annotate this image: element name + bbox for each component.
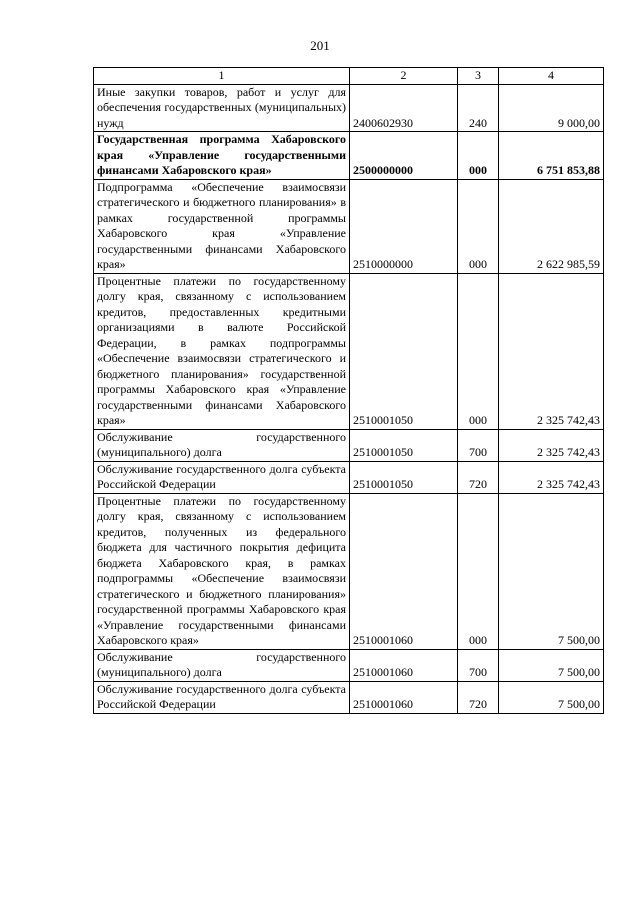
row-name: Обслуживание государственного долга субъекта Российской Федерации <box>94 681 350 713</box>
budget-table <box>93 67 604 714</box>
column-header-sum: 4 <box>499 68 604 85</box>
row-name: Обслуживание государственного (муниципального) долга <box>94 429 350 461</box>
row-expense-type: 000 <box>458 179 499 273</box>
row-sum: 2 325 742,43 <box>499 273 604 429</box>
table-row <box>94 429 604 461</box>
table-row <box>94 84 604 132</box>
row-name: Обслуживание государственного долга субъекта Российской Федерации <box>94 461 350 493</box>
column-header-code: 2 <box>350 68 458 85</box>
row-expense-type: 000 <box>458 493 499 649</box>
row-expense-type: 720 <box>458 461 499 493</box>
row-code: 2510001050 <box>350 273 458 429</box>
row-name: Процентные платежи по государственному долгу края, связанному с использованием кредитов, полученных из федерального бюджета для частичного покрытия дефицита бюджета Хабаровского края, в рамках подпрограммы «Обеспечение взаимосвязи стратегического и бюджетного планирования» государственной программы Хабаровского края «Управление государственными финансами Хабаровского края» <box>94 493 350 649</box>
row-code: 2500000000 <box>350 132 458 180</box>
row-expense-type: 000 <box>458 132 499 180</box>
row-code: 2510001050 <box>350 461 458 493</box>
row-expense-type: 720 <box>458 681 499 713</box>
row-sum: 2 622 985,59 <box>499 179 604 273</box>
row-expense-type: 700 <box>458 649 499 681</box>
row-sum: 2 325 742,43 <box>499 461 604 493</box>
table-header-row <box>94 68 604 85</box>
table-row <box>94 461 604 493</box>
row-sum: 7 500,00 <box>499 681 604 713</box>
row-sum: 7 500,00 <box>499 493 604 649</box>
table-row <box>94 649 604 681</box>
row-name: Государственная программа Хабаровского края «Управление государственными финансами Хабаровского края» <box>94 132 350 180</box>
column-header-name: 1 <box>94 68 350 85</box>
row-name: Обслуживание государственного (муниципального) долга <box>94 649 350 681</box>
row-code: 2510000000 <box>350 179 458 273</box>
page-number: 201 <box>310 38 330 53</box>
row-sum: 6 751 853,88 <box>499 132 604 180</box>
row-name: Подпрограмма «Обеспечение взаимосвязи стратегического и бюджетного планирования» в рамках государственной программы Хабаровского края «Управление государственными финансами Хабаровского края» <box>94 179 350 273</box>
table-row <box>94 179 604 273</box>
table-row <box>94 132 604 180</box>
row-expense-type: 700 <box>458 429 499 461</box>
row-expense-type: 240 <box>458 84 499 132</box>
row-sum: 7 500,00 <box>499 649 604 681</box>
table-row <box>94 493 604 649</box>
row-code: 2510001050 <box>350 429 458 461</box>
row-code: 2400602930 <box>350 84 458 132</box>
column-header-type: 3 <box>458 68 499 85</box>
row-expense-type: 000 <box>458 273 499 429</box>
table-row <box>94 681 604 713</box>
row-code: 2510001060 <box>350 681 458 713</box>
row-sum: 9 000,00 <box>499 84 604 132</box>
row-name: Процентные платежи по государственному долгу края, связанному с использованием кредитов, предоставленных кредитными организациями в валюте Российской Федерации, в рамках подпрограммы «Обеспечение взаимосвязи стратегического и бюджетного планирования» государственной программы Хабаровского края «Управление государственными финансами Хабаровского края» <box>94 273 350 429</box>
row-sum: 2 325 742,43 <box>499 429 604 461</box>
table-row <box>94 273 604 429</box>
row-name: Иные закупки товаров, работ и услуг для обеспечения государственных (муниципальных) нужд <box>94 84 350 132</box>
row-code: 2510001060 <box>350 493 458 649</box>
row-code: 2510001060 <box>350 649 458 681</box>
